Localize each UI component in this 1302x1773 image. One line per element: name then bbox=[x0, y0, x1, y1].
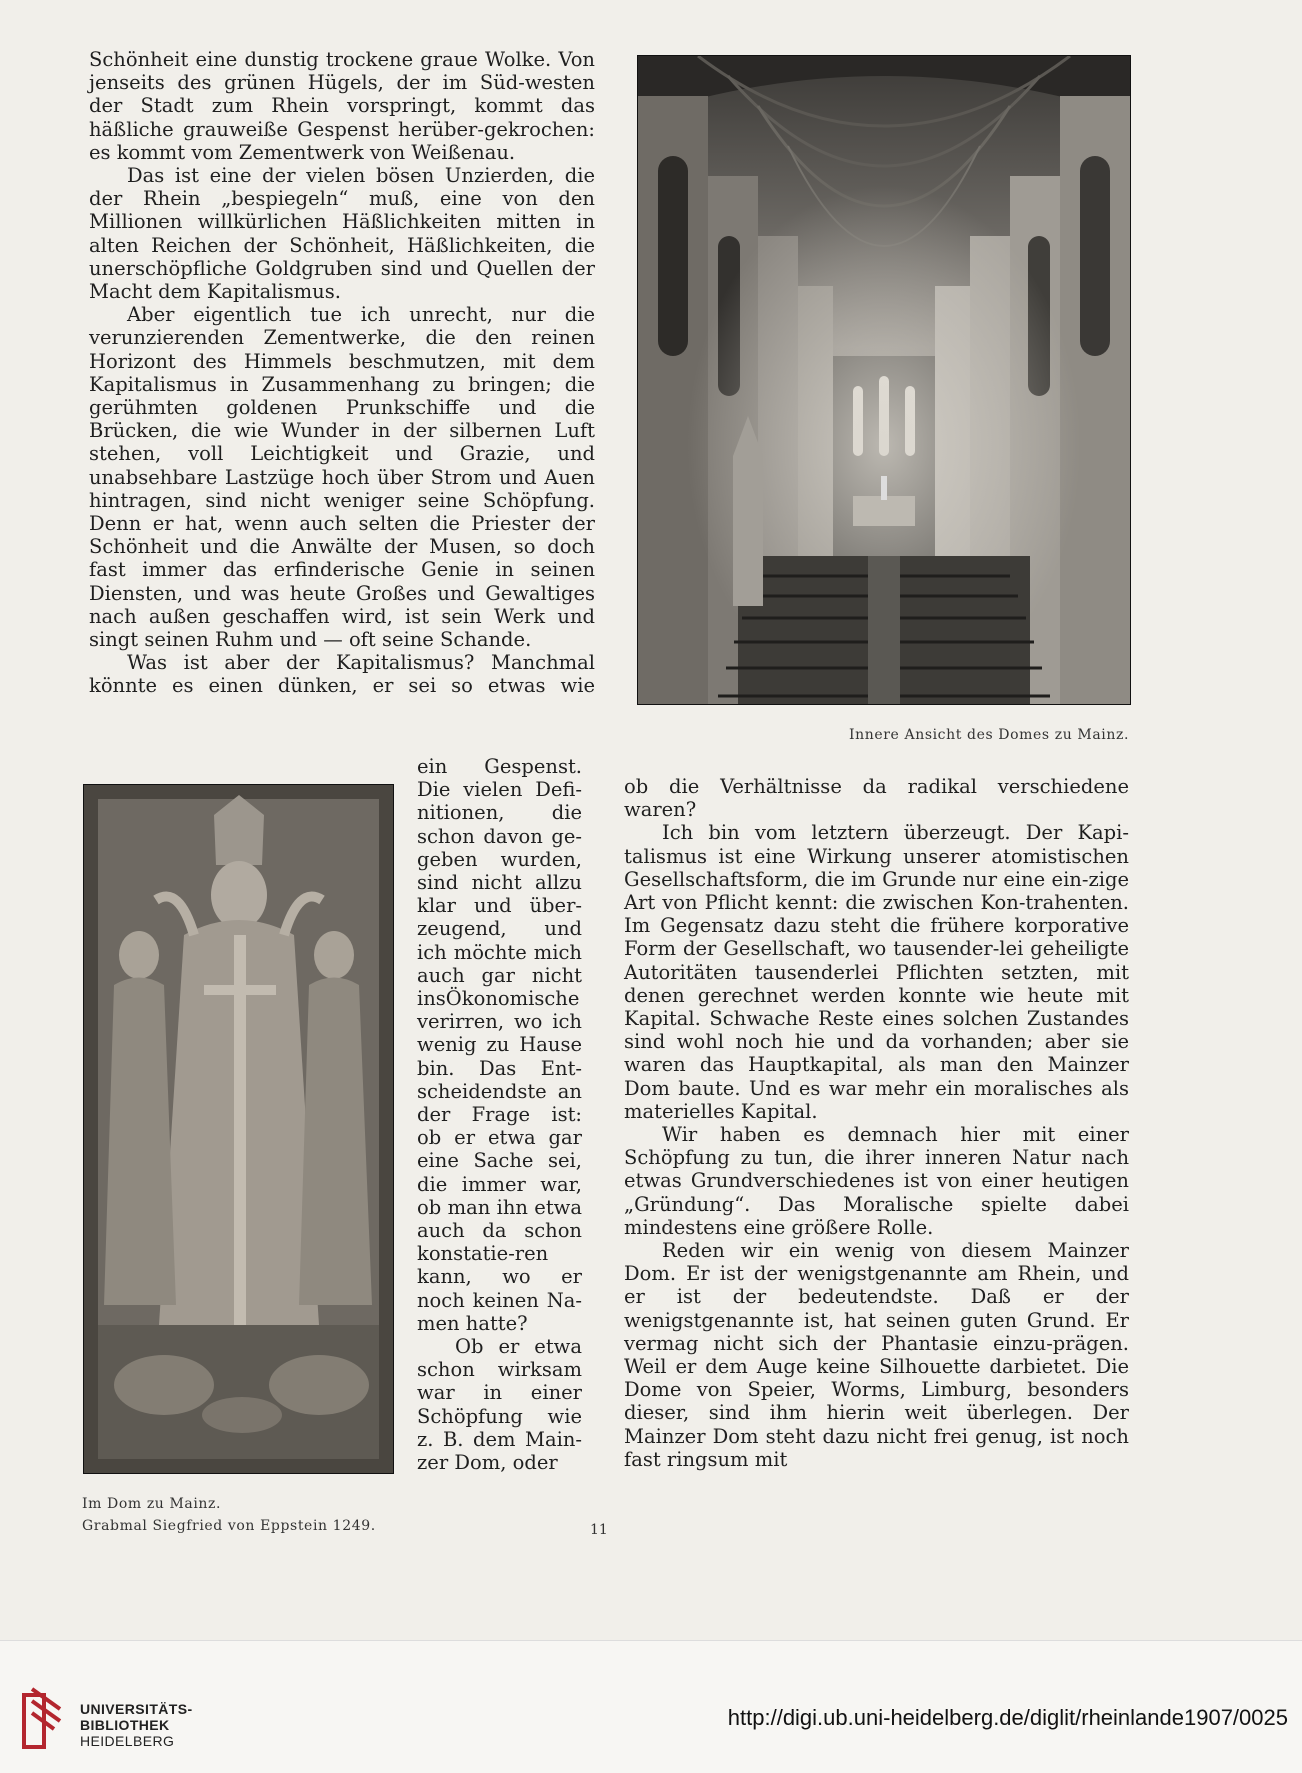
paragraph: Reden wir ein wenig von diesem Mainzer Dom. Er ist der wenigstgenannte am Rhein, und er ist der bedeutendste. Daß er der wenigstgenannte ist, hat seinen guten Grund. Er vermag nicht sich der Phantasie einzu-prägen. Weil er dem Auge keine Silhouette darbietet. Die Dome von Speier, Worms, Limburg, besonders dieser, sind ihm hierin weit überlegen. Der Mainzer Dom steht dazu nicht frei genug, ist noch fast ringsum mit bbox=[624, 1239, 1129, 1471]
paragraph: ein Gespenst. Die vielen Defi-nitionen, die schon davon ge-geben wurden, sind nicht allzu klar und über-zeugend, und ich möchte mich auch gar nicht insÖkonomische verirren, wo ich wenig zu Hause bin. Das Ent-scheidendste an der Frage ist: ob er etwa gar eine Sache sei, die immer war, ob man ihn etwa auch da schon konstatie-ren kann, wo er noch keinen Na-men hatte? bbox=[417, 755, 582, 1335]
source-url-link[interactable]: http://digi.ub.uni-heidelberg.de/diglit/rheinlande1907/0025 bbox=[727, 1705, 1288, 1730]
left-column-narrow-text bbox=[417, 755, 582, 1474]
paragraph: Aber eigentlich tue ich unrecht, nur die verunzierenden Zementwerke, die den reinen Horizont des Himmels beschmutzen, mit dem Kapitalismus in Zusammenhang zu bringen; die gerühmten goldenen Prunkschiffe und die Brücken, die wie Wunder in der silbernen Luft stehen, voll Leichtigkeit und Grazie, und unabsehbare Lastzüge hoch über Strom und Auen hintragen, sind nicht weniger seine Schöpfung. Denn er hat, wenn auch selten die Priester der Schönheit und die Anwälte der Musen, so doch fast immer das erfinderische Genie in seinen Diensten, und was heute Großes und Gewaltiges nach außen geschaffen wird, ist sein Werk und singt seinen Ruhm und — oft seine Schande. bbox=[89, 303, 595, 652]
library-logo-icon bbox=[14, 1687, 70, 1755]
page-number: 11 bbox=[590, 1522, 608, 1538]
library-footer bbox=[0, 1640, 1302, 1773]
library-name-line3: HEIDELBERG bbox=[80, 1733, 175, 1749]
paragraph: Was ist aber der Kapitalismus? Manchmal könnte es einen dünken, er sei so etwas wie bbox=[89, 651, 595, 698]
paragraph: ob die Verhältnisse da radikal verschiedene waren? bbox=[624, 775, 1129, 822]
paragraph: Schönheit eine dunstig trockene graue Wolke. Von jenseits des grünen Hügels, der im Süd-westen der Stadt zum Rhein vorspringt, kommt das häßliche grauweiße Gespenst herüber-gekrochen: es kommt vom Zementwerk von Weißenau. bbox=[89, 48, 595, 164]
left-column-top-text bbox=[89, 48, 595, 698]
library-name bbox=[80, 1701, 193, 1749]
paragraph: Ich bin vom letztern überzeugt. Der Kapi-talismus ist eine Wirkung unserer atomistischen Gesellschaftsform, die im Grunde nur eine ein-zige Art von Pflicht kennt: die zwischen Kon-trahenten. Im Gegensatz dazu steht die frühere korporative Form der Gesellschaft, wo tausender-lei geheiligte Autoritäten tausenderlei Pflichten setzten, mit denen gerechnet werden konnte wie heute mit Kapital. Schwache Reste eines solchen Zustandes sind wohl noch hie und da vorhanden; aber sie waren das Hauptkapital, als man den Mainzer Dom baute. Und es war mehr ein moralisches als materielles Kapital. bbox=[624, 821, 1129, 1123]
tomb-relief-photo bbox=[83, 784, 394, 1474]
library-name-line1: UNIVERSITÄTS- bbox=[80, 1701, 193, 1717]
library-name-line2: BIBLIOTHEK bbox=[80, 1717, 170, 1733]
cathedral-illustration bbox=[638, 56, 1130, 704]
tomb-caption-line2: Grabmal Siegfried von Eppstein 1249. bbox=[82, 1518, 376, 1534]
cathedral-caption: Innere Ansicht des Domes zu Mainz. bbox=[849, 727, 1129, 743]
paragraph: Wir haben es demnach hier mit einer Schöpfung zu tun, die ihrer inneren Natur nach etwas Grundverschiedenes ist von einer heutigen „Gründung“. Das Moralische spielte dabei mindestens eine größere Rolle. bbox=[624, 1123, 1129, 1239]
paragraph: Das ist eine der vielen bösen Unzierden, die der Rhein „bespiegeln“ muß, eine von den Millionen willkürlichen Häßlichkeiten mitten in alten Reichen der Schönheit, Häßlichkeiten, die unerschöpfliche Goldgruben sind und Quellen der Macht dem Kapitalismus. bbox=[89, 164, 595, 304]
right-column-text bbox=[624, 775, 1129, 1471]
tomb-caption-line1: Im Dom zu Mainz. bbox=[82, 1496, 222, 1512]
tomb-illustration bbox=[84, 785, 393, 1473]
cathedral-interior-photo bbox=[637, 55, 1131, 705]
paragraph: Ob er etwa schon wirksam war in einer Schöpfung wie z. B. dem Main-zer Dom, oder bbox=[417, 1335, 582, 1475]
